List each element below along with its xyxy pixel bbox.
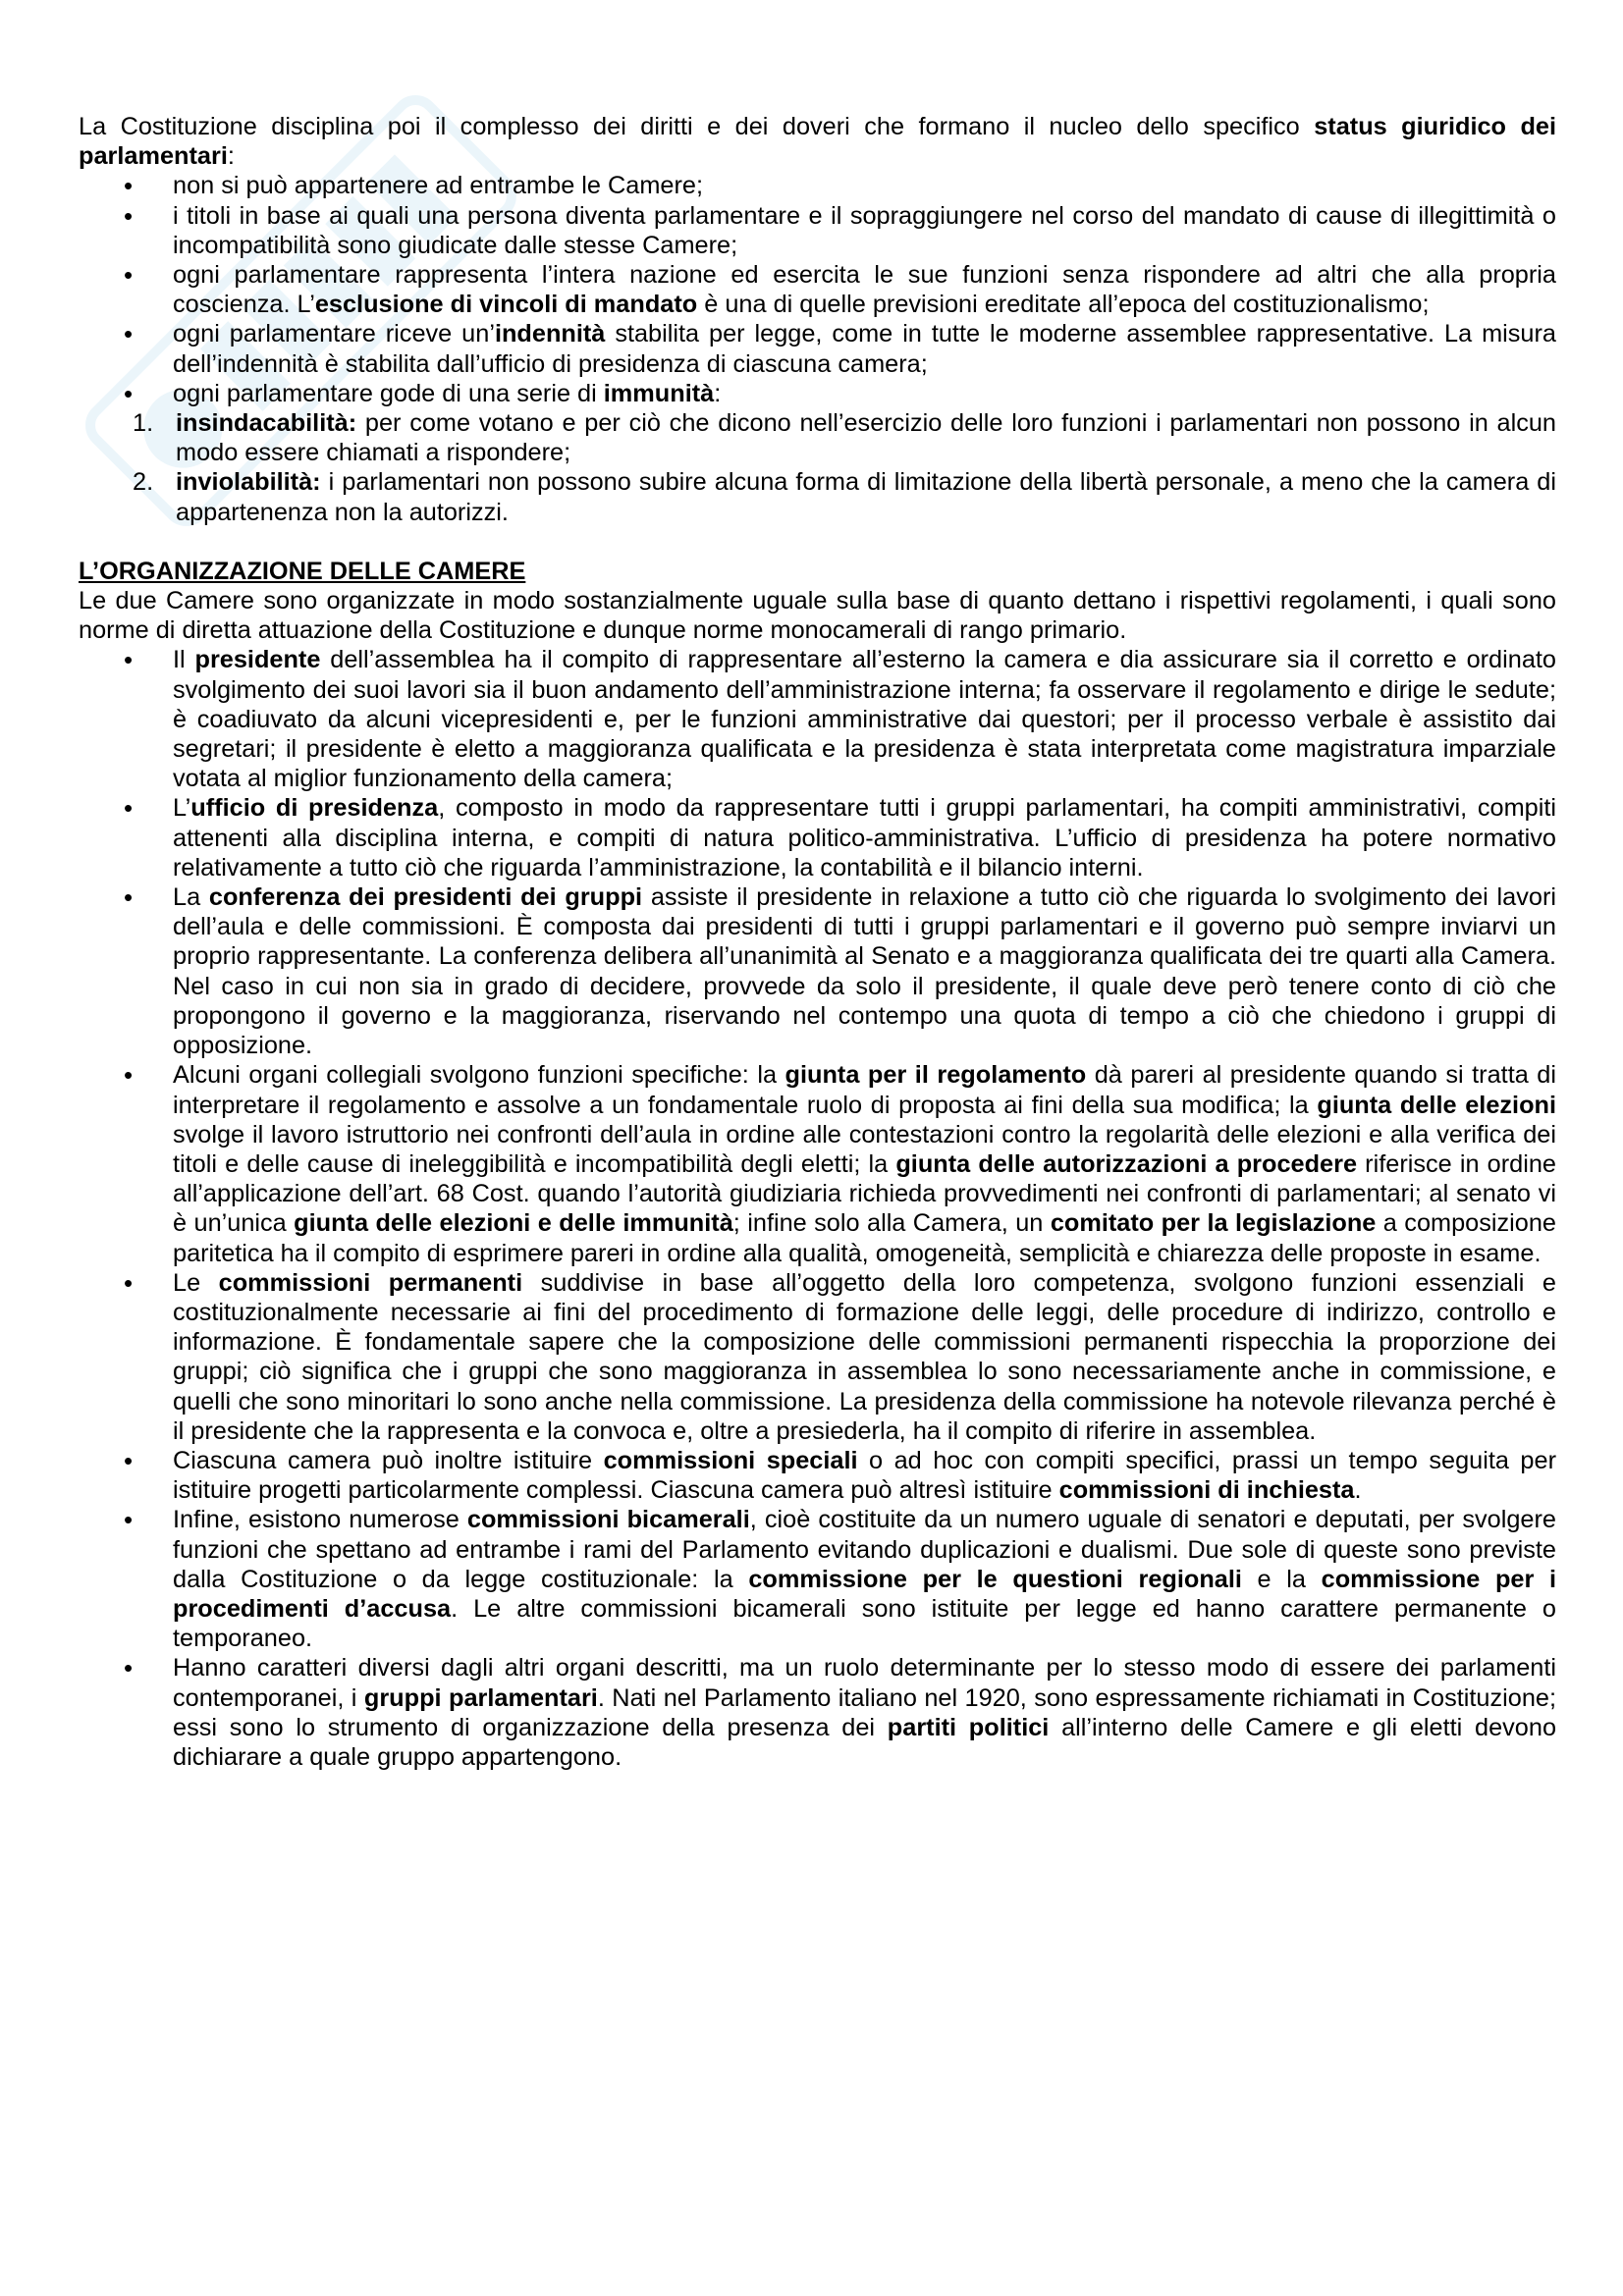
bold-term: partiti politici [887,1713,1050,1741]
bullet-item [79,793,1556,882]
bold-term: giunta per il regolamento [784,1061,1087,1090]
item-number: 2. [133,468,154,497]
status-intro-paragraph [79,112,1556,171]
bullet-item [79,201,1556,260]
bullet-item [79,1653,1556,1772]
numbered-item [79,408,1556,467]
text-run: assiste il presidente in relaxione a tutto ciò che riguarda lo svolgimento dei lavori dell’aula e delle commissioni. È composta dai presidenti di tutti i gruppi parlamentari e il governo può sempre inviarvi un proprio rappresentante. La conferenza delibera all’unanimità al Senato e a maggioranza qualificata dei tre quarti alla Camera. Nel caso in cui non sia in grado di decidere, provvede da solo il presidente, il quale deve però tenere conto di ciò che propongono il governo e la maggioranza, riservando nel contempo una quota di tempo a ciò che chiedono i gruppi di opposizione. [173,883,1556,1060]
text-run: dà pareri al presidente quando si tratta di interpretare il regolamento e assolve a un fondamentale ruolo di proposta ai fini della sua modifica; la [173,1061,1556,1119]
bold-term: gruppi parlamentari [363,1683,598,1712]
text-run: Il [173,646,195,674]
bold-term: commissione per le questioni regionali [748,1565,1242,1593]
text-run: ogni parlamentare rappresenta l’intera nazione ed esercita le sue funzioni senza rispondere ad altri che alla propria coscienza. L’ [173,261,1556,319]
text-run: : [227,142,235,171]
bold-term: conferenza dei presidenti dei gruppi [208,883,643,912]
bullet-item [79,1505,1556,1653]
text-run: non si può appartenere ad entrambe le Camere; [173,172,704,200]
bold-term: commissioni speciali [603,1446,858,1474]
text-run: all’interno delle Camere e gli eletti devono dichiarare a quale gruppo appartengono. [173,1713,1557,1771]
bold-term: commissioni bicamerali [466,1506,750,1534]
bold-term: esclusione di vincoli di mandato [314,291,698,319]
bold-term: presidente [194,646,321,674]
bold-term: commissione per i procedimenti d’accusa [173,1565,1556,1623]
section-heading: L’ORGANIZZAZIONE DELLE CAMERE [79,557,526,585]
text-run: L’ [173,794,191,823]
bold-term: status giuridico dei parlamentari [79,113,1556,171]
immunity-numbered-list [79,408,1556,527]
item-number: 1. [133,409,154,438]
text-run: La Costituzione disciplina poi il complesso dei diritti e dei doveri che formano il nucleo dello specifico [79,113,1315,140]
bullet-item [79,1268,1556,1446]
text-run: o ad hoc con compiti specifici, prassi un tempo seguita per istituire progetti particolarmente complessi. Ciascuna camera può altresì istituire [173,1446,1556,1505]
text-run: Alcuni organi collegiali svolgono funzioni specifiche: la [173,1061,785,1090]
text-run: e la [1241,1565,1322,1593]
text-run: La [173,883,209,912]
text-run: , composto in modo da rappresentare tutti i gruppi parlamentari, ha compiti amministrativi, compiti attenenti alla disciplina interna, e compiti di natura politico-amministrativa. L’ufficio di presidenza ha potere normativo relativamente a tutto ciò che riguarda l’amministrazione, la contabilità e il bilancio interni. [173,794,1556,881]
bold-term: commissioni di inchiesta [1058,1476,1355,1505]
text-run: ogni parlamentare gode di una serie di [173,379,604,407]
bullet-item [79,319,1556,378]
text-run: . Le altre commissioni bicamerali sono istituite per legge ed hanno carattere permanente o temporaneo. [173,1594,1556,1653]
organization-intro-paragraph [79,586,1556,645]
bold-term: giunta delle elezioni e delle immunità [294,1209,733,1238]
text-run: i titoli in base ai quali una persona diventa parlamentare e il sopraggiungere nel corso del mandato di cause di illegittimità o incompatibilità sono giudicate dalle stesse Camere; [173,201,1556,259]
text-run: dell’assemblea ha il compito di rappresentare all’esterno la camera e dia assicurare sia il corretto e ordinato svolgimento dei suoi lavori sia il buon andamento dell’amministrazione interna; fa osservare il regolamento e dirige le sedute; è coadiuvato da alcuni vicepresidenti e, per le funzioni amministrative dai questori; per il processo verbale è assistito dai segretari; il presidente è eletto a maggioranza qualificata e la presidenza è stata interpretata come magistratura imparziale votata al miglior funzionamento della camera; [173,646,1556,793]
organization-bullet-list [79,645,1556,1772]
text-run: . Nati nel Parlamento italiano nel 1920, sono espressamente richiamati in Costituzione; essi sono lo strumento di organizzazione della presenza dei [173,1683,1556,1741]
bullet-item [79,882,1556,1060]
text-run: Le due Camere sono organizzate in modo sostanzialmente uguale sulla base di quanto dettano i rispettivi regolamenti, i quali sono norme di diretta attuazione della Costituzione e dunque norme monocamerali di rango primario. [79,587,1556,645]
bold-term: ufficio di presidenza [190,794,439,823]
text-run: Hanno caratteri diversi dagli altri organi descritti, ma un ruolo determinante per lo stesso modo di essere dei parlamenti contemporanei, i [173,1654,1556,1712]
bold-term: commissioni permanenti [218,1268,523,1297]
text-run: . [1354,1476,1362,1505]
bullet-item [79,260,1556,319]
bold-term: comitato per la legislazione [1050,1209,1377,1238]
text-run: , cioè costituite da un numero uguale di senatori e deputati, per svolgere funzioni che spettano ad entrambe i rami del Parlamento evitando duplicazioni e dualismi. Due sole di queste sono previste dalla Costituzione o da legge costituzionale: la [173,1506,1556,1593]
text-run: suddivise in base all’oggetto della loro competenza, svolgono funzioni essenziali e costituzionalmente necessarie ai fini del procedimento di formazione delle leggi, delle procedure di indirizzo, controllo e informazione. È fondamentale sapere che la composizione delle commissioni permanenti rispecchia la proporzione dei gruppi; ciò significa che i gruppi che sono maggioranza in assemblea lo sono necessariamente anche in commissione, e quelli che sono minoritari lo sono anche nella commissione. La presidenza della commissione ha notevole rilevanza perché è il presidente che la rappresenta e la convoca e, oltre a presiederla, ha il compito di riferire in assemblea. [173,1268,1556,1445]
bold-term: giunta delle elezioni [1317,1091,1556,1119]
document-page [79,112,1556,1772]
text-run: Infine, esistono numerose [173,1506,467,1534]
text-run: i parlamentari non possono subire alcuna forma di limitazione della libertà personale, a meno che la camera di appartenenza non la autorizzi. [176,468,1556,526]
status-bullet-list [79,171,1556,408]
bullet-item [79,1060,1556,1267]
text-run: per come votano e per ciò che dicono nell’esercizio delle loro funzioni i parlamentari non possono in alcun modo essere chiamati a rispondere; [176,409,1556,467]
bold-term: indennità [494,320,606,348]
bullet-item [79,645,1556,793]
bold-term: immunità [603,379,715,407]
text-run: svolge il lavoro istruttorio nei confronti dell’aula in ordine alle contestazioni contro la regolarità delle elezioni e alla verifica dei titoli e delle cause di ineleggibilità e incompatibilità degli eletti; la [173,1120,1556,1178]
bullet-item [79,171,1556,200]
text-run: Ciascuna camera può inoltre istituire [173,1446,604,1474]
text-run: a composizione paritetica ha il compito di esprimere pareri in ordine alla qualità, omogeneità, semplicità e chiarezza delle proposte in esame. [173,1209,1556,1267]
text-run: è una di quelle previsioni ereditate all’epoca del costituzionalismo; [697,291,1430,319]
text-run: stabilita per legge, come in tutte le moderne assemblee rappresentative. La misura dell’indennità è stabilita dall’ufficio di presidenza di ciascuna camera; [173,320,1556,378]
numbered-item [79,467,1556,526]
text-run: ; infine solo alla Camera, un [732,1209,1051,1238]
text-run: Le [173,1268,219,1297]
text-run: riferisce in ordine all’applicazione dell’art. 68 Cost. quando l’autorità giudiziaria richieda provvedimenti nei confronti di parlamentari; al senato vi è un’unica [173,1149,1557,1238]
bold-term: giunta delle autorizzazioni a procedere [895,1149,1358,1178]
bold-term: inviolabilità: [176,468,321,497]
text-run: : [714,379,722,407]
bullet-item [79,379,1556,408]
bold-term: insindacabilità: [176,409,357,438]
bullet-item [79,1446,1556,1505]
text-run: ogni parlamentare riceve un’ [173,320,495,348]
